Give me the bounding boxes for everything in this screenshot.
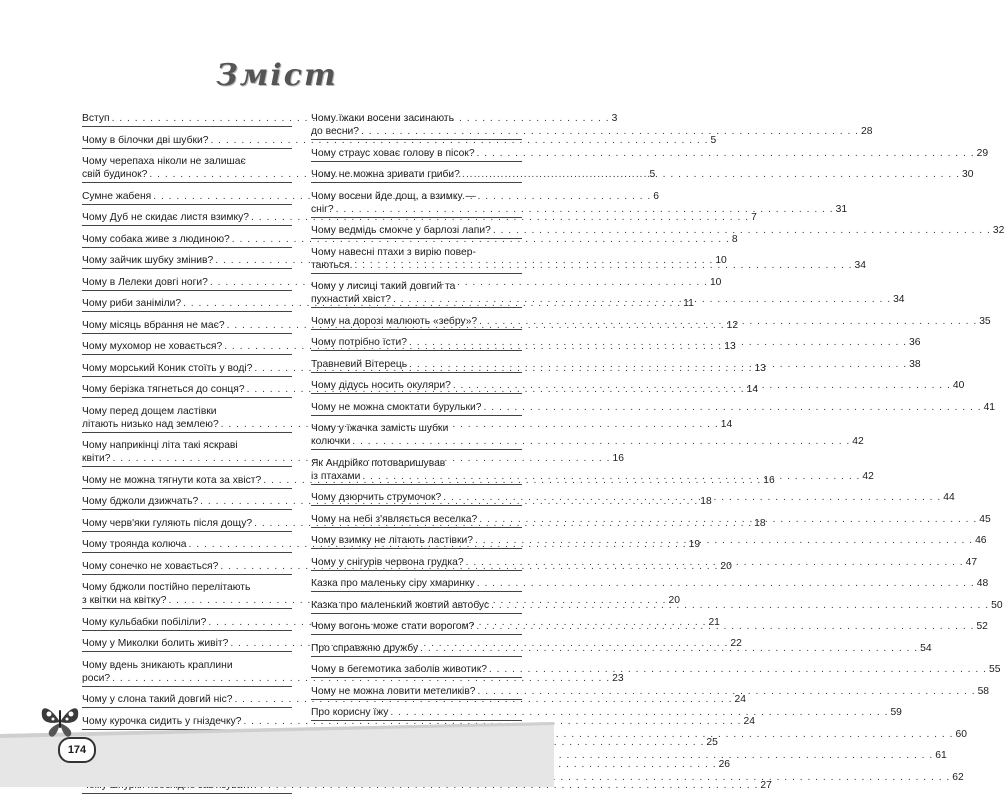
toc-entry-title: літають низько над землею? (82, 418, 219, 430)
toc-entry-title: роси? (82, 672, 111, 684)
dot-leader (336, 203, 834, 216)
toc-entry-title: Чому вдень зникають краплини (82, 659, 233, 671)
toc-page-number: 21 (708, 616, 720, 628)
page-number: 174 (58, 737, 96, 763)
toc-entry-title: Чому бджоли дзижчать? (82, 496, 199, 507)
toc-entry-title: Чому взимку не літають ластівки? (311, 535, 474, 546)
toc-page-number: 35 (979, 315, 991, 327)
toc-entry-title: Про корисну їжу (311, 707, 389, 718)
toc-entry-title: Чому черепаха ніколи не залишає (82, 156, 246, 167)
toc-page-number: 3 (611, 113, 618, 124)
toc-page-number: 10 (715, 255, 727, 266)
toc-entry-title: Чому перед дощем ластівки (82, 405, 217, 417)
dot-leader (489, 663, 987, 676)
toc-entry (82, 211, 757, 226)
toc-page-number: 34 (893, 294, 905, 305)
toc-page-number: 20 (668, 595, 680, 606)
toc-entry-title: Чому морський Коник стоїть у воді? (82, 362, 253, 374)
dot-leader (462, 168, 960, 181)
toc-entry-title: Чому не можна зривати гриби? (311, 169, 460, 180)
toc-entry-title: таються. (311, 259, 353, 271)
toc-entry-title: Чому на небі з'являється веселка? (311, 513, 478, 525)
toc-entry-title: Вступ (82, 113, 110, 124)
toc-entry-title: Чому дзюрчить струмочок? (311, 492, 442, 503)
toc-page-number: 47 (965, 556, 978, 568)
toc-page-number: 45 (979, 513, 991, 525)
toc-page-number: 24 (743, 715, 755, 727)
toc-entry-title: Чому у слона такий довгий ніс? (82, 694, 233, 705)
toc-entry-title: Чому навесні птахи з вирію повер- (311, 246, 476, 258)
toc-page-number: 5 (649, 169, 656, 180)
toc-entry-title: Чому кульбабки побіліли? (82, 616, 207, 628)
toc-page-number: 42 (852, 436, 864, 447)
toc-entry-title: пухнастий хвіст? (311, 294, 392, 305)
toc-page-number: 7 (751, 212, 757, 223)
toc-page-number: 48 (976, 578, 989, 589)
toc-page-number: 23 (612, 672, 624, 684)
toc-page-number: 46 (975, 535, 987, 546)
toc-page-number: 30 (961, 169, 974, 180)
toc-entry-title: сніг? (311, 203, 334, 215)
toc-entry-title: Чому страус ховає голову в пісок? (311, 147, 475, 159)
toc-entry-title: Травневий Вітерець (311, 358, 408, 370)
toc-entry-title: Чому у їжачка замість шубки (311, 423, 449, 434)
dot-leader (466, 556, 964, 569)
toc-entry-title: Чому ведмідь смокче у барлозі лапи? (311, 225, 491, 236)
toc-page-number: 14 (746, 384, 759, 395)
toc-page-number: 31 (835, 203, 848, 215)
toc-page-number: 32 (992, 225, 1004, 236)
dot-leader (453, 379, 951, 392)
toc-page-number: 40 (952, 380, 965, 391)
toc-entry-title: Казка про маленьку сіру хмаринку (311, 578, 475, 589)
toc-entry (82, 233, 738, 248)
toc-page-number: 22 (730, 638, 742, 649)
toc-entry (311, 168, 974, 183)
toc-entry-title: Чому не можна ловити метеликів? (311, 685, 476, 697)
dot-leader (493, 224, 991, 237)
toc-entry-title: Чому троянда колюча (82, 539, 187, 550)
dot-leader (393, 293, 891, 306)
toc-entry (311, 147, 989, 162)
toc-entry-title: Чому у лисиці такий довгий та (311, 281, 456, 292)
toc-entry-title: Чому сонечко не ховається? (82, 560, 219, 572)
toc-entry-title: квіти? (82, 453, 111, 464)
toc-entry (311, 190, 848, 218)
toc-page-number: 13 (724, 341, 736, 352)
dot-leader (443, 491, 941, 504)
toc-entry-title: з квітки на квітку? (82, 595, 167, 606)
toc-entry-title: Чому черв'яки гуляють після дощу? (82, 517, 253, 529)
toc-entry-title: Чому на дорозі малюють «зебру»? (311, 315, 478, 327)
toc-page-number: 55 (988, 664, 1001, 675)
toc-entry-title: Чому курочка сидить у гніздечку? (82, 715, 242, 727)
toc-entry-title: Чому в білочки дві шубки? (82, 134, 209, 146)
toc-page-number: 26 (718, 758, 731, 770)
toc-entry-title: Чому бджоли постійно перелітають (82, 582, 251, 593)
toc-entry (311, 224, 1004, 239)
toc-page-number: 16 (612, 453, 624, 464)
toc-entry-title: Чому мухомор не ховається? (82, 341, 223, 352)
dot-leader (477, 147, 975, 160)
toc-entry-title: Чому риби заніміли? (82, 298, 182, 309)
toc-page-number: 18 (754, 517, 766, 529)
toc-page-number: 54 (920, 642, 932, 654)
toc-page-number: 27 (760, 780, 772, 791)
toc-page-number: 59 (890, 707, 902, 718)
toc-entry-title: Чому в Лелеки довгі ноги? (82, 276, 208, 288)
dot-leader (479, 315, 977, 328)
toc-entry-title: Казка про маленький жовтий автобус (311, 599, 490, 611)
toc-page-number: 52 (976, 621, 988, 632)
toc-entry-title: Чому вогонь може стати ворогом? (311, 621, 475, 632)
toc-entry-title: Чому восени йде дощ, а взимку — (311, 190, 476, 202)
dot-leader (355, 259, 853, 272)
toc-entry-title: Чому дідусь носить окуляри? (311, 380, 451, 391)
toc-page-number: 6 (653, 190, 659, 202)
toc-entry-title: до весни? (311, 126, 359, 137)
toc-page-number: 25 (706, 737, 718, 748)
toc-entry-title: Чому не можна смоктати бурульки? (311, 401, 482, 413)
dot-leader (361, 125, 859, 138)
toc-entry (311, 577, 989, 592)
toc-entry-title: колючки (311, 436, 351, 447)
page-title: Зміст (216, 58, 338, 93)
toc-page-number: 62 (952, 771, 964, 783)
toc-entry-title: Чому собака живе з людиною? (82, 233, 230, 245)
toc-entry-title: Як Андрійко потоваришував (311, 457, 446, 469)
toc-page-number: 61 (935, 750, 947, 761)
dot-leader (409, 358, 907, 371)
toc-entry-title: Чому Дуб не скидає листя взимку? (82, 212, 250, 223)
toc-entry (311, 401, 996, 416)
dot-leader (475, 534, 973, 547)
dot-leader (362, 470, 860, 483)
toc-page-number: 29 (976, 147, 989, 159)
toc-page-number: 11 (683, 298, 694, 309)
toc-page-number: 13 (754, 362, 766, 374)
toc-entry-title: Чому їжаки восени засинають (311, 113, 454, 124)
toc-page-number: 41 (983, 401, 996, 413)
toc-entry-title: Чому місяць вбрання не має? (82, 319, 225, 331)
toc-page-number: 58 (977, 685, 990, 697)
dot-leader (477, 577, 975, 590)
toc-entry-title: Чому берізка тягнеться до сонця? (82, 384, 245, 395)
toc-page-number: 34 (854, 259, 867, 271)
toc-entry (82, 693, 746, 708)
toc-page-number: 19 (688, 539, 701, 550)
toc-page-number: 8 (731, 233, 738, 245)
toc-page-number: 36 (909, 337, 921, 348)
toc-page-number: 38 (909, 358, 921, 370)
toc-page-number: 18 (700, 496, 712, 507)
toc-entry-title: свій будинок? (82, 169, 148, 180)
toc-entry-title: Чому потрібно їсти? (311, 337, 407, 348)
toc-page-number: 16 (763, 474, 775, 486)
dot-leader (478, 685, 976, 698)
toc-entry-title: Чому у снігурів червона грудка? (311, 556, 464, 568)
toc-entry-title: Чому в бегемотика заболів животик? (311, 664, 487, 675)
toc-page-number: 24 (734, 694, 746, 705)
toc-page-number: 12 (726, 319, 739, 331)
dot-leader (491, 599, 989, 612)
toc-page-number: 20 (720, 560, 732, 572)
dot-leader (420, 642, 918, 655)
toc-page-number: 28 (861, 126, 873, 137)
dot-leader (409, 336, 907, 349)
toc-page-number: 44 (943, 492, 955, 503)
toc-page-number: 60 (955, 728, 967, 740)
toc-entry-title: Чому у Миколки болить живіт? (82, 638, 229, 649)
toc-page-number: 5 (710, 134, 717, 146)
toc-entry (82, 134, 717, 149)
dot-leader (484, 401, 982, 414)
toc-entry-title: Сумне жабеня (82, 190, 152, 202)
toc-page-number: 50 (991, 599, 1003, 611)
toc-entry-title: із птахами (311, 470, 361, 482)
toc-entry-title: Чому зайчик шубку змінив? (82, 255, 214, 266)
toc-page-number: 42 (862, 470, 874, 482)
toc-entry-title: Про справжню дружбу (311, 642, 419, 654)
dot-leader (479, 513, 977, 526)
toc-entry (311, 112, 873, 140)
toc-entry-title: Чому наприкінці літа такі яскраві (82, 440, 238, 451)
toc-page-number: 10 (709, 276, 722, 288)
dot-leader (476, 620, 974, 633)
dot-leader (352, 435, 850, 448)
toc-page-number: 14 (720, 418, 733, 430)
toc-entry-title: Чому не можна тягнути кота за хвіст? (82, 474, 262, 486)
